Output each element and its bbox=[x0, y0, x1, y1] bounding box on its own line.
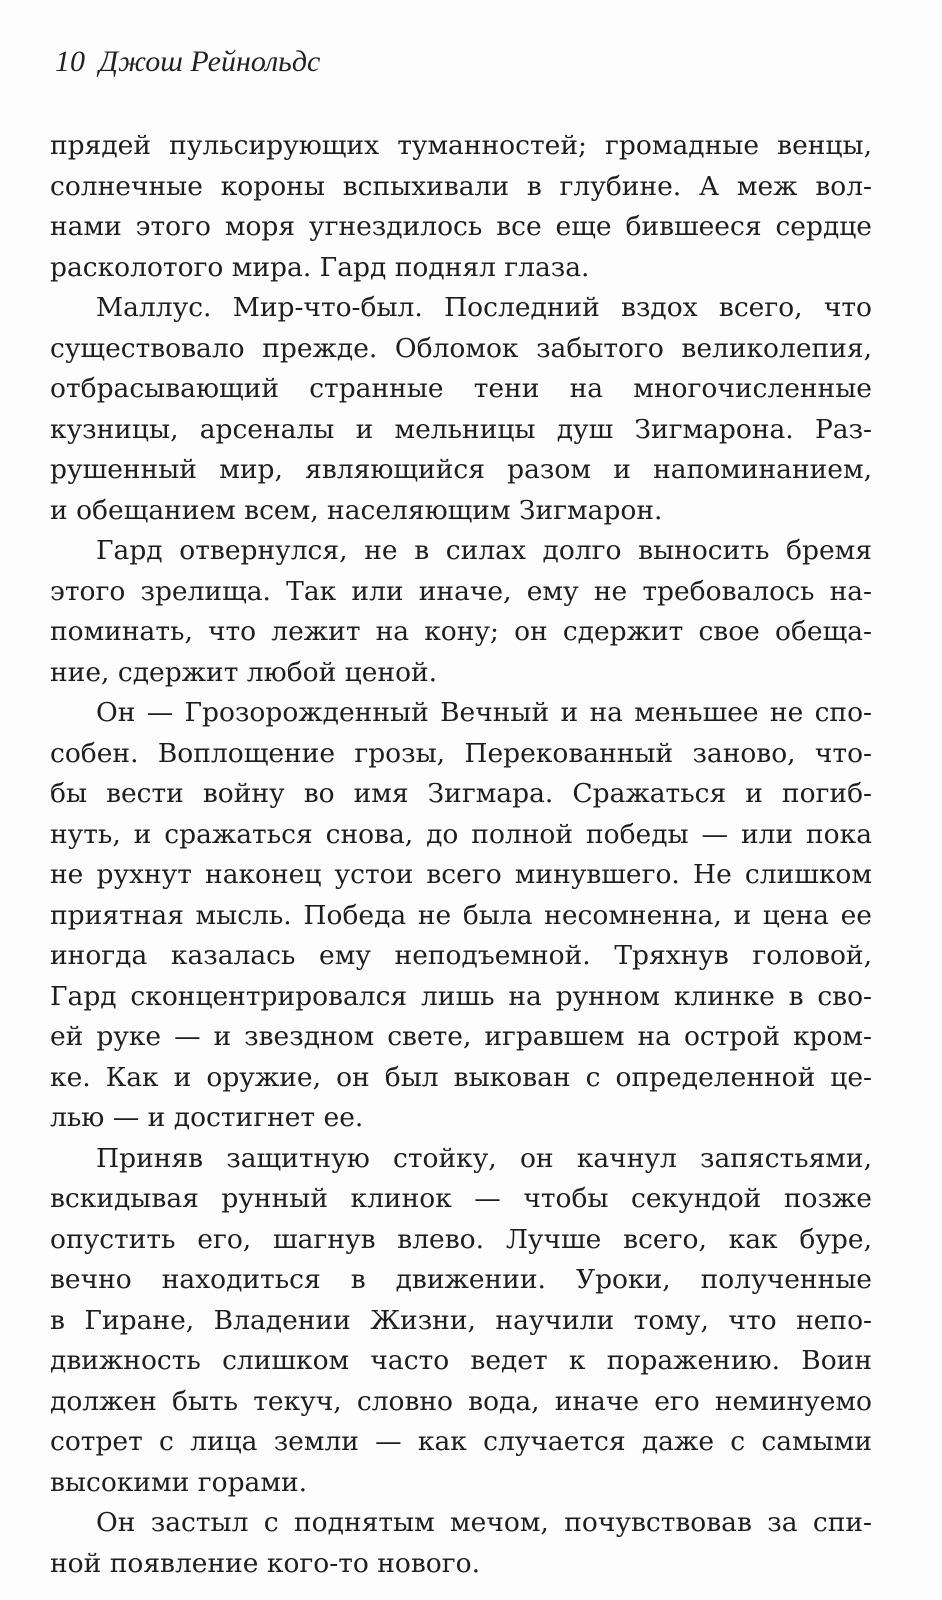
text-line: вечно находиться в движении. Уроки, полученные bbox=[50, 1264, 872, 1295]
text-line: нами этого моря угнездилось все еще бившееся сердце bbox=[50, 211, 872, 242]
page-number: 10 bbox=[55, 45, 85, 78]
text-line: рушенный мир, являющийся разом и напоминанием, bbox=[50, 454, 872, 485]
text-line: Маллус. Мир-что-был. Последний вздох всего, что bbox=[96, 292, 872, 323]
text-line: ке. Как и оружие, он был выкован с определенной це- bbox=[50, 1061, 872, 1093]
text-line: собен. Воплощение грозы, Перекованный заново, что- bbox=[50, 737, 872, 769]
text-line: вскидывая рунный клинок — чтобы секундой позже bbox=[50, 1183, 872, 1214]
text-line: движность слишком часто ведет к поражению. Воин bbox=[50, 1345, 872, 1376]
text-line: лью — и достигнет ее. bbox=[50, 1102, 364, 1133]
text-line: должен быть текуч, словно вода, иначе его неминуемо bbox=[50, 1385, 872, 1417]
text-line: Гард сконцентрировался лишь на рунном клинке в сво- bbox=[50, 980, 872, 1012]
paragraph bbox=[50, 126, 872, 288]
text-line: Он застыл с поднятым мечом, почувствовав за спи- bbox=[96, 1507, 872, 1538]
paragraph bbox=[50, 693, 872, 1139]
running-head bbox=[55, 44, 320, 80]
text-line: в Гиране, Владении Жизни, научили тому, что непо- bbox=[50, 1304, 872, 1336]
paragraph bbox=[50, 531, 872, 693]
text-line: и обещанием всем, населяющим Зигмарон. bbox=[50, 494, 663, 526]
text-line: этого зрелища. Так или иначе, ему не требовалось на- bbox=[50, 575, 872, 607]
text-line: существовало прежде. Обломок забытого великолепия, bbox=[50, 332, 872, 364]
paragraph bbox=[50, 288, 872, 531]
text-line: нуть, и сражаться снова, до полной победы — или пока bbox=[50, 818, 872, 850]
paragraph bbox=[50, 1503, 872, 1584]
text-line: ной появление кого-то нового. bbox=[50, 1547, 481, 1579]
body-text bbox=[50, 126, 872, 1584]
text-line: прядей пульсирующих туманностей; громадные венцы, bbox=[50, 130, 872, 161]
text-line: солнечные короны вспыхивали в глубине. А меж вол- bbox=[50, 170, 872, 202]
text-line: поминать, что лежит на кону; он сдержит свое обеща- bbox=[50, 616, 872, 647]
text-line: расколотого мира. Гард поднял глаза. bbox=[50, 251, 590, 283]
text-line: сотрет с лица земли — как случается даже с самыми bbox=[50, 1426, 872, 1457]
text-line: Приняв защитную стойку, он качнул запястьями, bbox=[96, 1142, 872, 1174]
text-line: высокими горами. bbox=[50, 1466, 308, 1498]
text-line: отбрасывающий странные тени на многочисленные bbox=[50, 373, 872, 404]
text-line: опустить его, шагнув влево. Лучше всего, как буре, bbox=[50, 1223, 872, 1255]
text-line: бы вести войну во имя Зигмара. Сражаться и погиб- bbox=[50, 778, 872, 809]
text-line: иногда казалась ему неподъемной. Тряхнув головой, bbox=[50, 940, 872, 971]
paragraph bbox=[50, 1139, 872, 1504]
text-line: Гард отвернулся, не в силах долго выносить бремя bbox=[96, 535, 872, 566]
text-line: ние, сдержит любой ценой. bbox=[50, 656, 438, 688]
text-line: Он — Грозорожденный Вечный и на меньшее не спо- bbox=[96, 697, 872, 728]
text-line: приятная мысль. Победа не была несомненна, и цена ее bbox=[50, 899, 872, 931]
author-name: Джош Рейнольдс bbox=[99, 45, 321, 78]
text-line: ей руке — и звездном свете, игравшем на острой кром- bbox=[50, 1021, 872, 1052]
text-line: не рухнут наконец устои всего минувшего. Не слишком bbox=[50, 859, 872, 890]
text-line: кузницы, арсеналы и мельницы душ Зигмарона. Раз- bbox=[50, 413, 872, 445]
